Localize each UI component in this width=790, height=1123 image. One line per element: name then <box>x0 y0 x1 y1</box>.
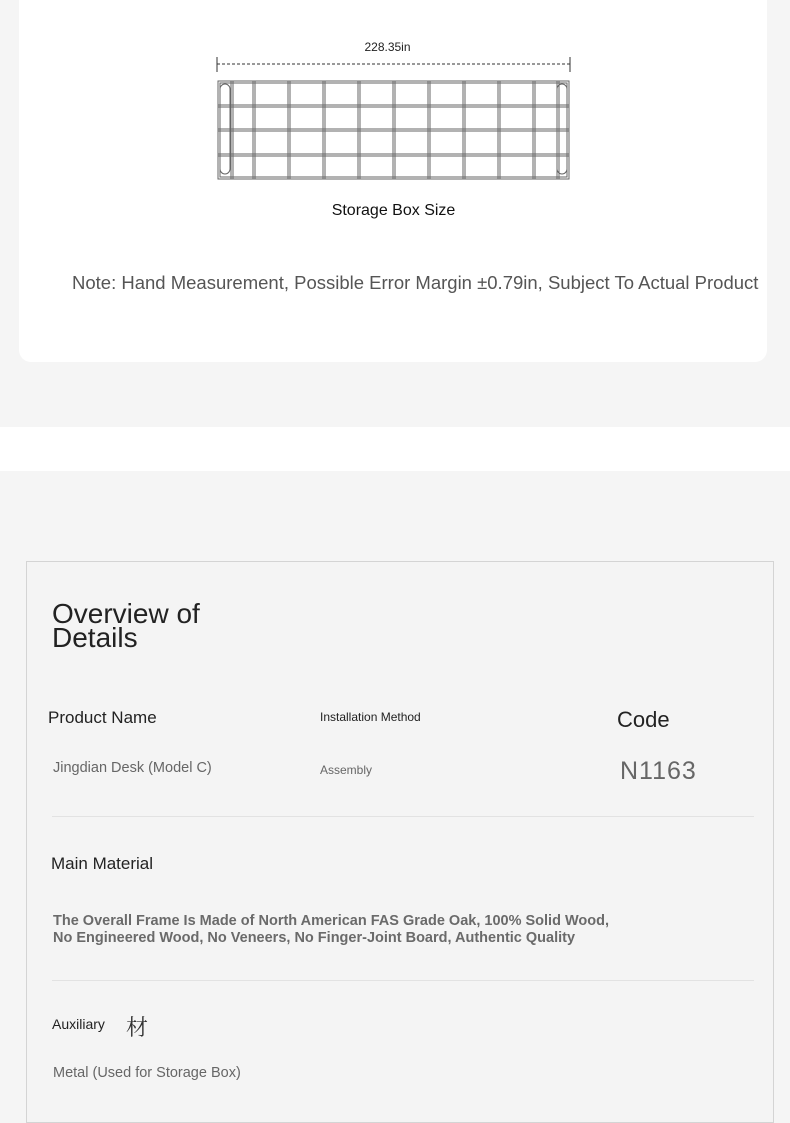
page-title <box>52 598 200 653</box>
storage-box-diagram <box>0 0 790 200</box>
installation-method-label: Installation Method <box>320 710 421 724</box>
auxiliary-label: Auxiliary <box>52 1016 105 1032</box>
title-line-1: Overview of <box>52 598 200 629</box>
auxiliary-value: Metal (Used for Storage Box) <box>53 1065 241 1081</box>
main-material-line-2: No Engineered Wood, No Veneers, No Finger-Joint Board, Authentic Quality <box>53 930 576 946</box>
main-material-label: Main Material <box>51 854 154 873</box>
code-label: Code <box>617 707 670 732</box>
installation-method-value: Assembly <box>320 763 373 777</box>
code-value: N1163 <box>620 757 697 785</box>
diagram-caption: Storage Box Size <box>331 202 456 219</box>
product-name-label: Product Name <box>48 708 157 727</box>
main-material-line-1: The Overall Frame Is Made of North American FAS Grade Oak, 100% Solid Wood, <box>53 913 609 929</box>
main-material-value <box>53 913 609 947</box>
auxiliary-glyph: 材 <box>126 1015 149 1040</box>
storage-grid <box>218 81 569 179</box>
divider <box>52 980 754 981</box>
measurement-note: Note: Hand Measurement, Possible Error Margin ±0.79in, Subject To Actual Product <box>72 272 759 293</box>
dimension-label: 228.35in <box>364 40 411 54</box>
section-separator <box>0 427 790 471</box>
title-line-2: Details <box>52 622 138 653</box>
product-name-value: Jingdian Desk (Model C) <box>53 760 212 776</box>
divider <box>52 816 754 817</box>
